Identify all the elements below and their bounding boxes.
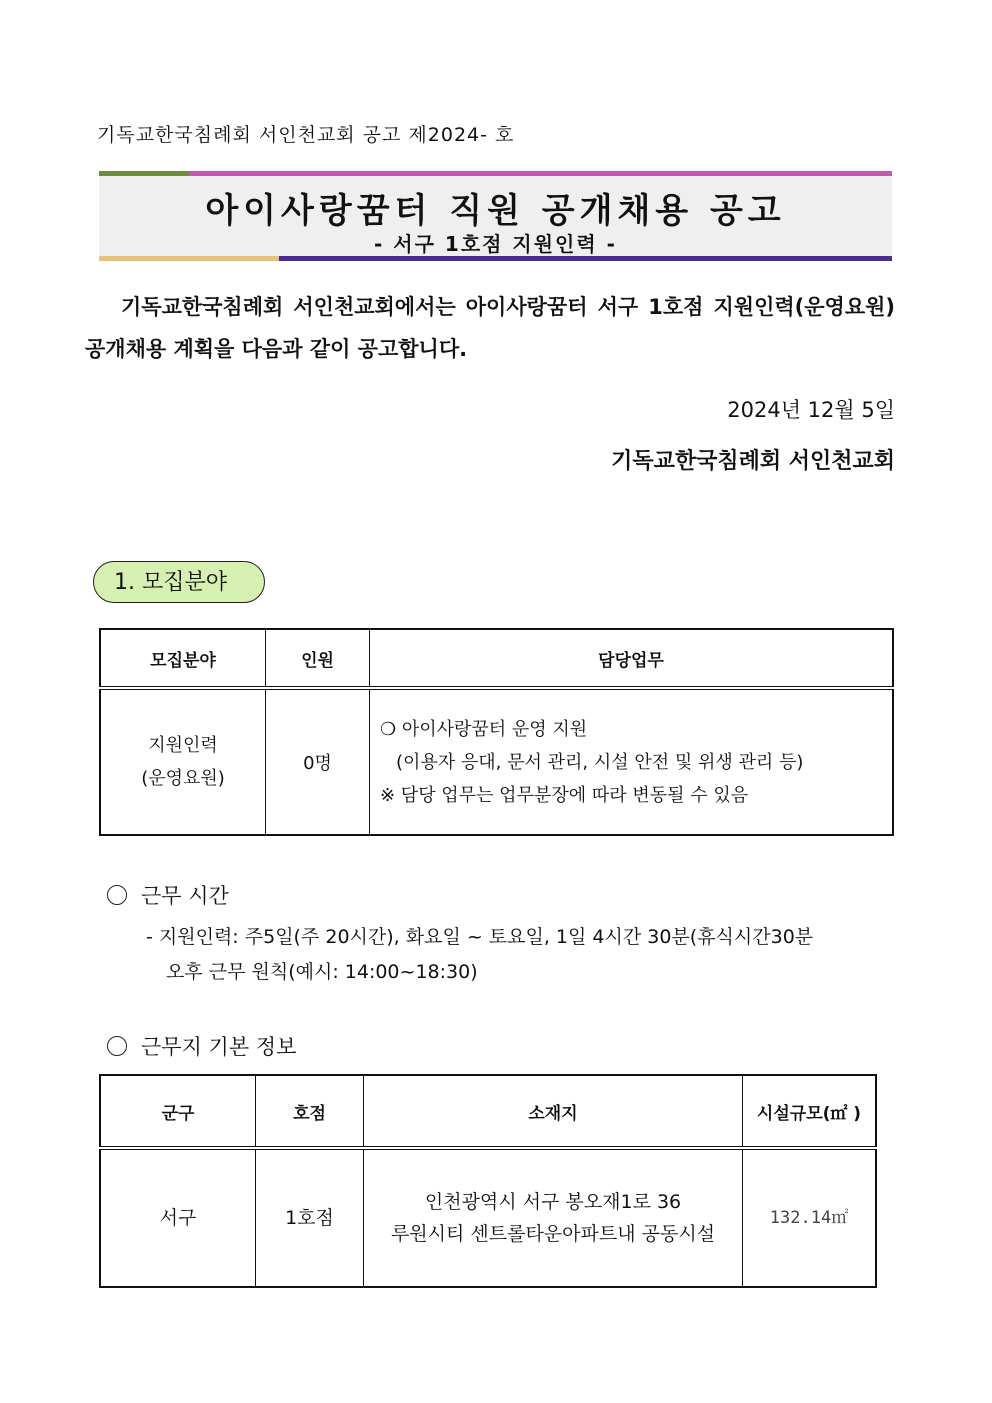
- page-subtitle: - 서구 1호점 지원인력 -: [374, 232, 617, 256]
- address-cell: [364, 1148, 743, 1287]
- address-line: 인천광역시 서구 봉오재1로 36: [424, 1191, 682, 1213]
- section-recruitment-field: 1. 모집분야: [93, 561, 265, 603]
- table-header: 인원: [266, 629, 370, 688]
- workplace-heading-text: 근무지 기본 정보: [141, 1035, 297, 1059]
- table-header: 담당업무: [370, 629, 894, 688]
- field-cell: [100, 688, 266, 835]
- duty-line: ❍ 아이사랑꿈터 운영 지원: [380, 718, 588, 740]
- field-line: (운영요원): [141, 768, 225, 789]
- workplace-heading: [107, 1031, 296, 1061]
- scale-cell: 132.14㎡: [743, 1148, 877, 1287]
- branch-cell: 1호점: [256, 1148, 364, 1287]
- count-cell: 0명: [266, 688, 370, 835]
- table-row: [100, 1148, 876, 1287]
- table-row: [100, 688, 893, 835]
- accent-bar: [189, 171, 892, 176]
- title-band: [99, 171, 892, 261]
- work-hours-line: 오후 근무 원칙(예시: 14:00~18:30): [166, 961, 478, 983]
- duty-cell: [370, 688, 894, 835]
- address-line: 루원시티 센트롤타운아파트내 공동시설: [390, 1223, 716, 1245]
- duty-line: (이용자 응대, 문서 관리, 시설 안전 및 위생 관리 등): [396, 751, 804, 773]
- organization-name: 기독교한국침례회 서인천교회: [611, 449, 895, 474]
- accent-bar: [279, 256, 892, 261]
- notice-number: 기독교한국침례회 서인천교회 공고 제2024- 호: [97, 124, 515, 146]
- duty-line: ※ 담당 업무는 업무분장에 따라 변동될 수 있음: [380, 784, 749, 806]
- table-header: 모집분야: [100, 629, 266, 688]
- circle-bullet-icon: [107, 1036, 127, 1056]
- field-line: 지원인력: [148, 735, 218, 756]
- accent-bar: [99, 171, 189, 176]
- table-header: 소재지: [364, 1075, 743, 1148]
- district-cell: 서구: [100, 1148, 256, 1287]
- work-hours-heading-text: 근무 시간: [141, 884, 229, 908]
- intro-paragraph: [85, 286, 895, 370]
- notice-date: 2024년 12월 5일: [727, 398, 895, 422]
- recruitment-table: [99, 628, 894, 836]
- work-hours-line: - 지원인력: 주5일(주 20시간), 화요일 ~ 토요일, 1일 4시간 30분(휴식시간30분: [146, 926, 814, 948]
- circle-bullet-icon: [107, 885, 127, 905]
- work-hours-heading: [107, 880, 229, 910]
- page-title: 아이사랑꿈터 직원 공개채용 공고: [205, 191, 786, 231]
- table-header: 군구: [100, 1075, 256, 1148]
- accent-bar: [99, 256, 279, 261]
- table-header: 시설규모(㎡ ): [743, 1075, 877, 1148]
- table-header: 호점: [256, 1075, 364, 1148]
- workplace-table: [99, 1074, 877, 1288]
- intro-text: 기독교한국침례회 서인천교회에서는 아이사랑꿈터 서구 1호점 지원인력(운영요원) 공개채용 계획을 다음과 같이 공고합니다.: [85, 295, 895, 361]
